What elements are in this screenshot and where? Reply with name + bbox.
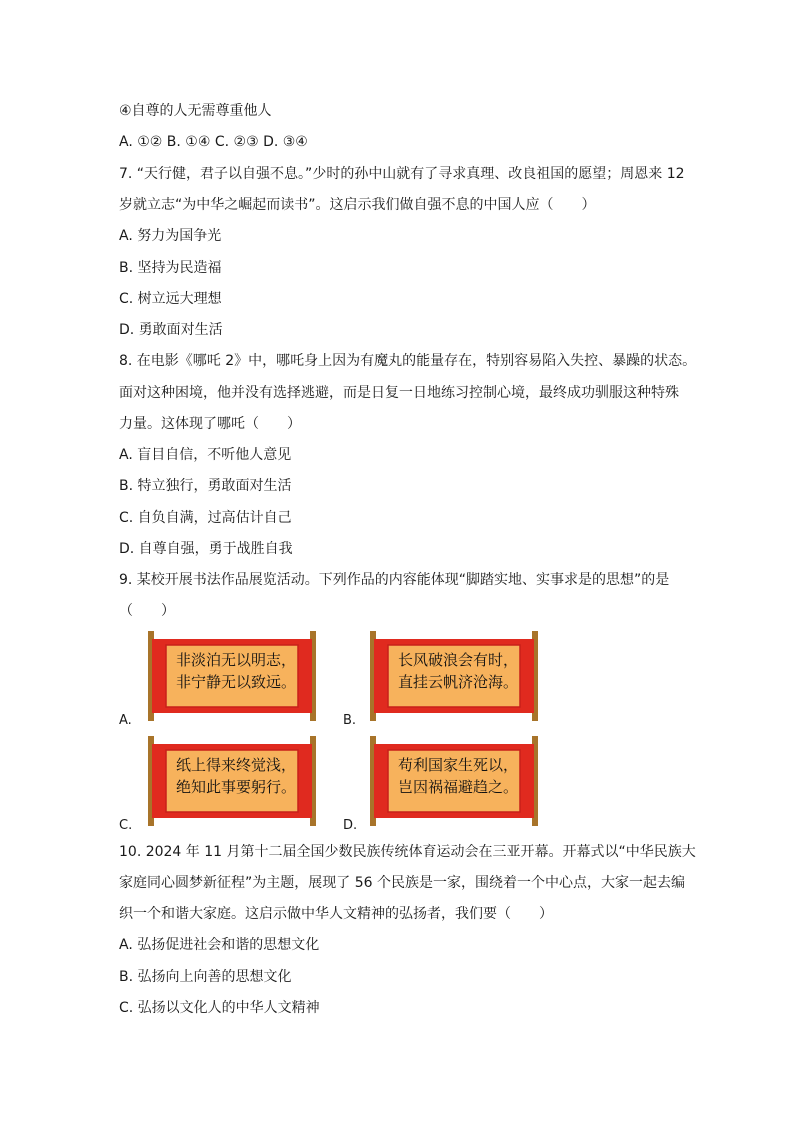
q10-option-b: B. 弘扬向上向善的思想文化: [119, 969, 292, 985]
scroll-d-text: 苟利国家生死以， 岂因祸福避趋之。: [398, 756, 519, 796]
q10-stem-line2: 家庭同心圆梦新征程”为主题，展现了 56 个民族是一家，围绕着一个中心点，大家一起去编: [119, 875, 685, 891]
q9-stem-line2: （ ）: [119, 603, 175, 619]
q9-scroll-b: [368, 631, 540, 721]
q9-option-c-letter: C.: [119, 818, 133, 833]
q8-option-d: D. 自尊自强，勇于战胜自我: [119, 541, 293, 557]
q6-options: A. ①② B. ①④ C. ②③ D. ③④: [119, 134, 308, 150]
q7-option-d: D. 勇敢面对生活: [119, 322, 223, 338]
q7-option-a: A. 努力为国争光: [119, 228, 222, 244]
q10-option-a: A. 弘扬促进社会和谐的思想文化: [119, 937, 320, 953]
q9-option-a-letter: A.: [119, 713, 132, 728]
q8-option-b: B. 特立独行，勇敢面对生活: [119, 478, 292, 494]
q9-scroll-d: [368, 736, 540, 826]
q10-stem-line3: 织一个和谐大家庭。这启示做中华人文精神的弘扬者，我们要（ ）: [119, 906, 553, 922]
scroll-c-text: 纸上得来终觉浅， 绝知此事要躬行。: [176, 756, 297, 796]
q8-option-a: A. 盲目自信，不听他人意见: [119, 447, 292, 463]
q6-item-4: ④自尊的人无需尊重他人: [119, 103, 272, 119]
q8-stem-line2: 面对这种困境，他并没有选择逃避，而是日复一日地练习控制心境，最终成功驯服这种特殊: [119, 385, 679, 401]
q10-stem-line1: 10. 2024 年 11 月第十二届全国少数民族传统体育运动会在三亚开幕。开幕式以“中华民族大: [119, 844, 696, 860]
q9-scroll-c: [146, 736, 318, 826]
q9-option-d-letter: D.: [343, 818, 358, 833]
q7-option-c: C. 树立远大理想: [119, 291, 222, 307]
q9-option-b-letter: B.: [343, 713, 357, 728]
q8-stem-line1: 8. 在电影《哪吒 2》中，哪吒身上因为有魔丸的能量存在，特别容易陷入失控、暴躁的状态。: [119, 353, 697, 369]
q7-option-b: B. 坚持为民造福: [119, 260, 222, 276]
q8-stem-line3: 力量。这体现了哪吒（ ）: [119, 416, 301, 432]
scroll-a-text: 非淡泊无以明志， 非宁静无以致远。: [176, 651, 297, 691]
q9-scroll-a: [146, 631, 318, 721]
q9-stem-line1: 9. 某校开展书法作品展览活动。下列作品的内容能体现“脚踏实地、实事求是的思想”的是: [119, 572, 670, 588]
q7-stem-line1: 7. “天行健，君子以自强不息。”少时的孙中山就有了寻求真理、改良祖国的愿望；周恩来 12: [119, 166, 685, 182]
q10-option-c: C. 弘扬以文化人的中华人文精神: [119, 1000, 320, 1016]
scroll-b-text: 长风破浪会有时， 直挂云帆济沧海。: [398, 651, 519, 691]
q7-stem-line2: 岁就立志“为中华之崛起而读书”。这启示我们做自强不息的中国人应（ ）: [119, 197, 596, 213]
q8-option-c: C. 自负自满，过高估计自己: [119, 510, 292, 526]
